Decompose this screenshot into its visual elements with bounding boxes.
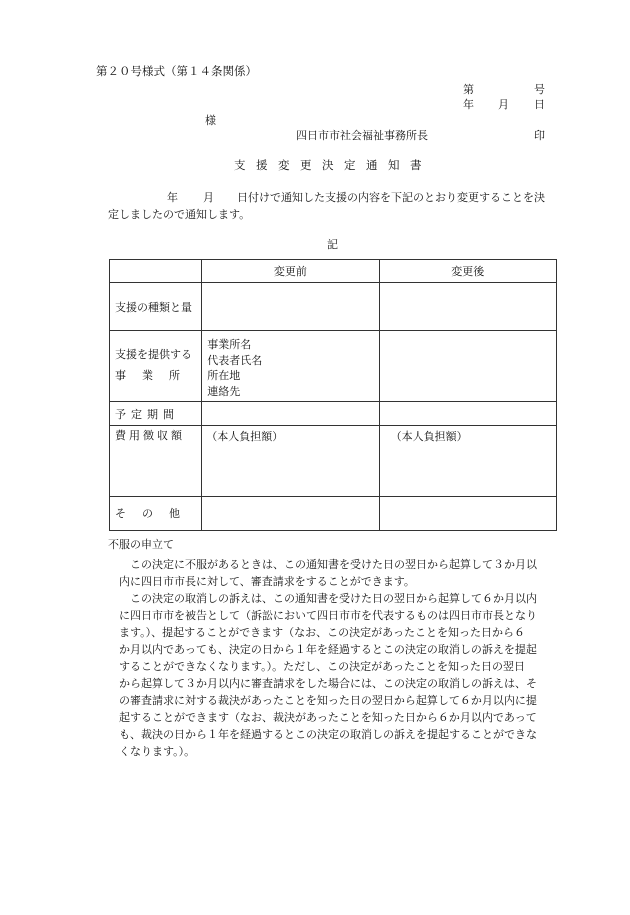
row-other xyxy=(110,497,557,531)
provider-field-representative: 代表者氏名 xyxy=(207,353,263,367)
column-header-before: 変更前 xyxy=(202,260,379,283)
row-kinds xyxy=(110,283,557,331)
appeal-line: も、裁決の日から１年を経過するとこの決定の取消しの訴えを提起することができな xyxy=(108,728,537,741)
date-day-label: 日 xyxy=(534,98,545,111)
change-table xyxy=(109,259,557,531)
appeal-line: この決定に不服があるときは、この通知書を受けた日の翌日から起算して３か月以 xyxy=(108,558,537,571)
row-period-before-cell[interactable] xyxy=(202,402,379,426)
intro-month-label: 月 xyxy=(203,191,214,204)
row-period-after-cell[interactable] xyxy=(379,402,556,426)
issuer-name: 四日市市社会福祉事務所長 xyxy=(296,129,428,142)
document-number-label: 第 xyxy=(463,83,474,96)
row-provider-label xyxy=(110,331,202,402)
appeal-line: することができなくなります。）。ただし、この決定があったことを知った日の翌日 xyxy=(108,660,526,673)
row-other-before-cell[interactable] xyxy=(202,497,379,531)
provider-field-name: 事業所名 xyxy=(207,338,252,351)
provider-field-address: 所在地 xyxy=(207,369,241,382)
form-number: 第２０号様式（第１４条関係） xyxy=(96,64,257,78)
row-kinds-after-cell[interactable] xyxy=(379,283,556,331)
appeal-line: に四日市市を被告として（訴訟において四日市市を代表するものは四日市市長となり xyxy=(108,609,537,622)
seal-mark: 印 xyxy=(534,129,545,142)
appeal-line: ます。）、提起することができます（なお、この決定があったことを知った日から６ xyxy=(108,626,526,639)
appeal-line: くなります。）。 xyxy=(108,745,196,758)
appeal-line: から起算して３か月以内に審査請求をした場合には、この決定の取消しの訴えは、そ xyxy=(108,677,537,690)
ki-heading: 記 xyxy=(327,238,338,251)
table-header-row xyxy=(110,260,557,283)
row-cost xyxy=(110,426,557,497)
appeal-body xyxy=(108,556,578,760)
intro-text-line-1: 日付けで通知した支援の内容を下記のとおり変更することを決 xyxy=(237,191,545,204)
row-provider-label-line-2: 事業所 xyxy=(115,369,196,382)
date-year-label: 年 xyxy=(463,98,474,111)
document-number-unit: 号 xyxy=(534,83,545,96)
row-provider xyxy=(110,331,557,402)
appeal-line: この決定の取消しの訴えは、この通知書を受けた日の翌日から起算して６か月以内 xyxy=(108,592,537,605)
row-kinds-label: 支援の種類と量 xyxy=(110,283,202,331)
addressee-suffix: 様 xyxy=(205,114,216,127)
row-other-after-cell[interactable] xyxy=(379,497,556,531)
row-kinds-before-cell[interactable] xyxy=(202,283,379,331)
appeal-line: の審査請求に対する裁決があったことを知った日の翌日から起算して６か月以内に提 xyxy=(108,694,537,707)
row-period xyxy=(110,402,557,426)
appeal-line: 起することができます（なお、裁決があったことを知った日から６か月以内であって xyxy=(108,711,537,724)
row-period-label: 予定期間 xyxy=(110,402,202,426)
row-provider-before-cell[interactable] xyxy=(202,331,379,402)
provider-field-contact: 連絡先 xyxy=(207,384,241,398)
row-provider-label-line-1: 支援を提供する xyxy=(115,348,192,361)
intro-text-line-2: 定しましたので通知します。 xyxy=(108,208,251,221)
row-cost-label: 費用徴収額 xyxy=(110,426,202,497)
row-cost-after-cell[interactable]: （本人負担額） xyxy=(379,426,556,497)
appeal-line: 内に四日市市長に対して、審査請求をすることができます。 xyxy=(108,575,415,588)
intro-year-label: 年 xyxy=(167,191,178,204)
appeal-title: 不服の申立て xyxy=(108,538,174,551)
header-empty-cell xyxy=(110,260,202,283)
row-other-label: その他 xyxy=(110,497,202,531)
row-cost-before-cell[interactable]: （本人負担額） xyxy=(202,426,379,497)
row-provider-after-cell[interactable] xyxy=(379,331,556,402)
document-title: 支援変更決定通知書 xyxy=(234,158,432,172)
column-header-after: 変更後 xyxy=(379,260,556,283)
appeal-line: か月以内であっても、決定の日から１年を経過するとこの決定の取消しの訴えを提起 xyxy=(108,643,537,656)
date-month-label: 月 xyxy=(498,98,509,111)
